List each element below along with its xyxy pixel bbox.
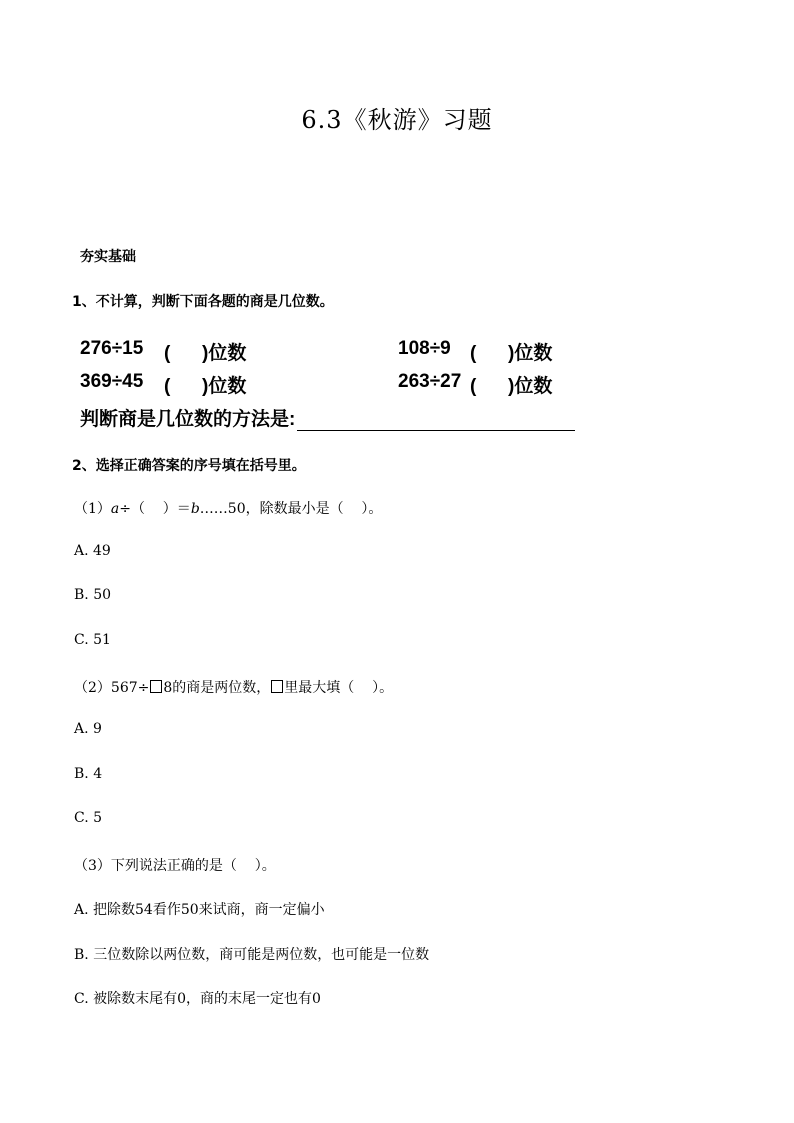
subquestion-2: （2）567÷ 8的商是两位数， 里最大填（ ）。 — [74, 680, 394, 696]
method-answer-line[interactable] — [297, 408, 575, 431]
option-a[interactable]: A. 9 — [74, 721, 102, 737]
option-a[interactable]: A. 49 — [74, 543, 111, 559]
calc-item — [398, 371, 461, 393]
calc-suffix: 位数 — [208, 376, 247, 397]
section-label: 夯实基础 — [80, 249, 136, 265]
option-c[interactable]: C. 5 — [74, 810, 103, 826]
option-b[interactable]: B. 4 — [74, 766, 103, 782]
calc-item — [80, 338, 143, 360]
calc-suffix: 位数 — [514, 343, 553, 364]
option-c[interactable]: C. 被除数末尾有0，商的末尾一定也有0 — [74, 991, 321, 1007]
calc-item — [80, 371, 143, 393]
method-label: 判断商是几位数的方法是: — [80, 409, 296, 430]
blank-box-icon — [271, 680, 283, 693]
calc-expression: 263÷27 — [398, 371, 462, 392]
calc-expression: 369÷45 — [80, 371, 144, 392]
question-1-prompt: 1、不计算，判断下面各题的商是几位数。 — [72, 294, 334, 310]
option-b[interactable]: B. 三位数除以两位数，商可能是两位数，也可能是一位数 — [74, 947, 430, 963]
calc-answer-blank[interactable]: ( )位数 — [470, 376, 553, 397]
option-b[interactable]: B. 50 — [74, 587, 112, 603]
calc-suffix: 位数 — [514, 376, 553, 397]
blank-box-icon — [150, 680, 162, 693]
calc-answer-blank[interactable]: ( )位数 — [164, 376, 247, 397]
subquestion-1: （1）a÷（ ）＝b……50，除数最小是（ ）。 — [74, 501, 383, 517]
calc-expression: 276÷15 — [80, 338, 144, 359]
calc-answer-blank[interactable]: ( )位数 — [164, 343, 247, 364]
calc-answer-blank[interactable]: ( )位数 — [470, 343, 553, 364]
calc-expression: 108÷9 — [398, 338, 451, 359]
calc-item — [398, 338, 451, 360]
option-c[interactable]: C. 51 — [74, 632, 111, 648]
page-title: 6.3《秋游》习题 — [301, 106, 493, 134]
option-a[interactable]: A. 把除数54看作50来试商，商一定偏小 — [74, 902, 325, 918]
method-row — [80, 404, 575, 431]
subquestion-3: （3）下列说法正确的是（ ）。 — [74, 858, 276, 874]
question-2-prompt: 2、选择正确答案的序号填在括号里。 — [72, 458, 306, 474]
calc-suffix: 位数 — [208, 343, 247, 364]
